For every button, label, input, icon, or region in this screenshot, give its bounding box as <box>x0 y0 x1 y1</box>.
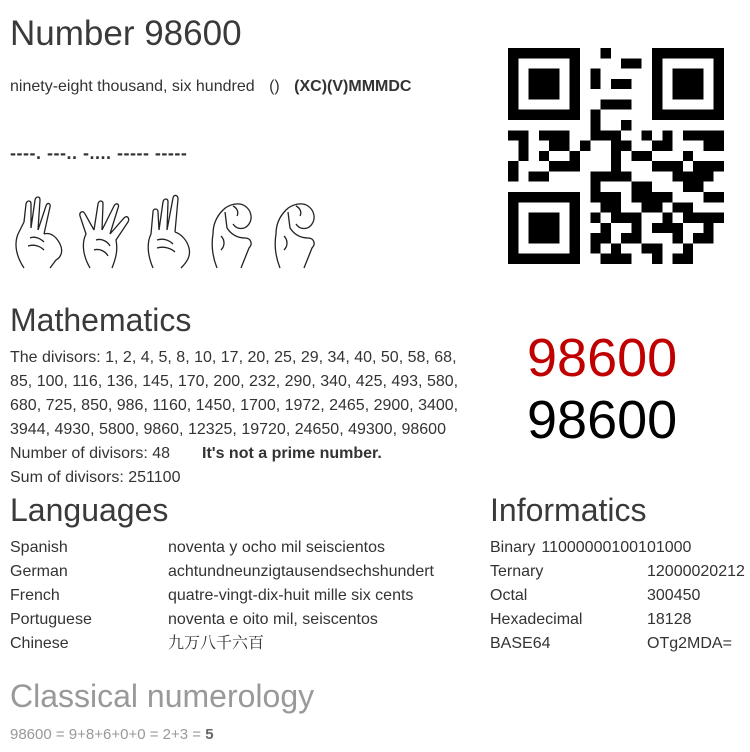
numerology-expression <box>10 726 214 743</box>
numerology-result: 5 <box>205 726 214 743</box>
info-label: BASE64 <box>490 635 551 652</box>
hand-nine-icon <box>10 194 70 270</box>
language-row <box>10 536 434 560</box>
informatics-row <box>490 608 745 632</box>
morse-code: ----. ---.. -.... ----- ----- <box>10 143 188 163</box>
language-text: achtundneunzigtausendsechshundert <box>168 563 434 580</box>
language-row <box>10 608 434 632</box>
hand-eight-icon <box>76 194 136 270</box>
language-name: French <box>10 587 60 604</box>
page-title: Number 98600 <box>10 14 242 53</box>
languages-heading: Languages <box>10 492 169 528</box>
informatics-row <box>490 632 745 656</box>
hand-zero-icon <box>205 194 261 270</box>
language-text: 九万八千六百 <box>168 635 265 652</box>
big-number-black: 98600 <box>527 390 678 450</box>
informatics-row <box>490 584 745 608</box>
language-name: German <box>10 563 68 580</box>
language-text: quatre-vingt-dix-huit mille six cents <box>168 587 414 604</box>
numerology-heading: Classical numerology <box>10 678 315 714</box>
informatics-row <box>490 560 745 584</box>
informatics-row <box>490 536 745 560</box>
sign-language-hands <box>10 194 326 270</box>
info-value: OTg2MDA= <box>647 635 732 652</box>
info-value: 18128 <box>647 611 692 628</box>
sum-of-divisors: Sum of divisors: 251100 <box>10 469 181 486</box>
number-words <box>10 78 411 96</box>
language-row <box>10 584 434 608</box>
big-number-red: 98600 <box>527 328 678 388</box>
info-value: 11000000100101000 <box>541 539 692 556</box>
informatics-table <box>490 536 745 656</box>
info-label: Binary <box>490 539 536 556</box>
language-name: Chinese <box>10 635 69 652</box>
languages-table <box>10 536 434 656</box>
info-label: Octal <box>490 587 528 604</box>
roman-numeral: (XC)(V)MMMDC <box>294 78 412 95</box>
language-row <box>10 560 434 584</box>
language-name: Spanish <box>10 539 68 556</box>
prime-status: It's not a prime number. <box>202 445 382 462</box>
hand-zero-icon <box>268 194 324 270</box>
qr-code-icon <box>508 48 724 264</box>
language-name: Portuguese <box>10 611 92 628</box>
info-value: 300450 <box>647 587 701 604</box>
number-of-divisors: Number of divisors: 48 <box>10 445 171 462</box>
language-text: noventa y ocho mil seiscientos <box>168 539 385 556</box>
language-row <box>10 632 434 656</box>
parens-text: () <box>269 78 280 95</box>
language-text: noventa e oito mil, seiscentos <box>168 611 378 628</box>
numerology-expr: 98600 = 9+8+6+0+0 = 2+3 = <box>10 726 206 743</box>
informatics-heading: Informatics <box>490 492 647 528</box>
divisors-list: The divisors: 1, 2, 4, 5, 8, 10, 17, 20, 25, 29, 34, 40, 50, 58, 68, 85, 100, 116, 136, 145, 170, 200, 232, 290, 340, 425, 493, 580, 680, 725, 850, 986, 1160, 1450, 1700, 1972, 2465, 2900, 3400, 3944, 4930, 5800, 9860, 12325, 19720, 24650, 49300, 98600 <box>10 349 459 438</box>
words-text: ninety-eight thousand, six hundred <box>10 78 255 95</box>
info-label: Hexadecimal <box>490 611 583 628</box>
mathematics-heading: Mathematics <box>10 302 192 338</box>
hand-six-icon <box>143 194 199 270</box>
info-label: Ternary <box>490 563 544 580</box>
info-value: 12000020212 <box>647 563 745 580</box>
